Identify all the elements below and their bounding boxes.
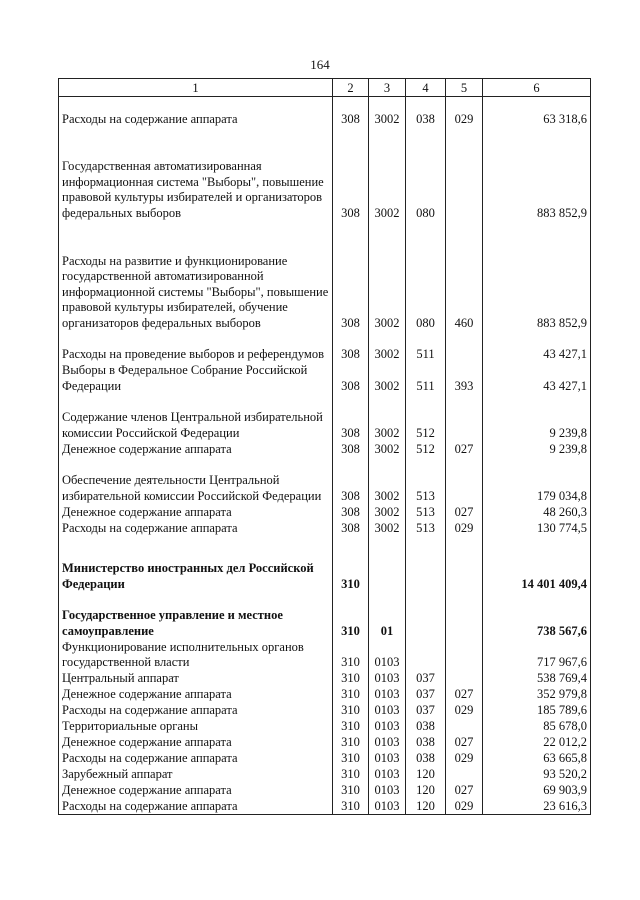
budget-table [58, 78, 591, 815]
cell-expense-type [446, 395, 483, 442]
cell-section: 310 [333, 640, 369, 671]
cell-expense-type: 027 [446, 442, 483, 458]
cell-expense-type [446, 537, 483, 593]
cell-expense-type: 027 [446, 687, 483, 703]
column-header: 5 [446, 79, 483, 97]
cell-target: 512 [406, 395, 446, 442]
cell-expense-type: 027 [446, 735, 483, 751]
cell-expense-type: 393 [446, 363, 483, 395]
row-name: Расходы на проведение выборов и референдумов [59, 332, 333, 363]
table-row [59, 458, 591, 505]
table-row [59, 128, 591, 222]
cell-target [406, 537, 446, 593]
row-name: Денежное содержание аппарата [59, 783, 333, 799]
cell-section: 308 [333, 442, 369, 458]
cell-expense-type: 029 [446, 703, 483, 719]
cell-amount: 130 774,5 [483, 521, 591, 537]
cell-section: 308 [333, 395, 369, 442]
table-row [59, 97, 591, 128]
table-row [59, 332, 591, 363]
cell-subsection: 0103 [369, 671, 406, 687]
cell-amount: 179 034,8 [483, 458, 591, 505]
cell-target: 037 [406, 687, 446, 703]
table-row [59, 363, 591, 395]
row-name: Расходы на содержание аппарата [59, 703, 333, 719]
cell-subsection [369, 537, 406, 593]
cell-section: 310 [333, 751, 369, 767]
table-row [59, 783, 591, 799]
cell-section: 308 [333, 332, 369, 363]
row-name: Расходы на развитие и функционирование государственной автоматизированной информационной системы "Выборы", повышение правовой культуры избирателей, обучение организаторов федеральных выборов [59, 222, 333, 332]
cell-subsection: 0103 [369, 703, 406, 719]
table-row [59, 703, 591, 719]
cell-amount: 717 967,6 [483, 640, 591, 671]
cell-amount: 85 678,0 [483, 719, 591, 735]
cell-target: 038 [406, 719, 446, 735]
cell-expense-type: 029 [446, 751, 483, 767]
cell-subsection: 3002 [369, 97, 406, 128]
cell-section: 310 [333, 703, 369, 719]
row-name: Территориальные органы [59, 719, 333, 735]
cell-section: 308 [333, 363, 369, 395]
cell-target: 511 [406, 363, 446, 395]
row-name: Министерство иностранных дел Российской Федерации [59, 537, 333, 593]
row-name: Выборы в Федеральное Собрание Российской Федерации [59, 363, 333, 395]
cell-amount: 883 852,9 [483, 128, 591, 222]
cell-section: 310 [333, 719, 369, 735]
column-header: 3 [369, 79, 406, 97]
cell-expense-type [446, 332, 483, 363]
table-row [59, 719, 591, 735]
cell-subsection: 0103 [369, 719, 406, 735]
cell-expense-type [446, 640, 483, 671]
cell-section: 310 [333, 687, 369, 703]
cell-amount: 185 789,6 [483, 703, 591, 719]
cell-target: 513 [406, 458, 446, 505]
cell-subsection: 3002 [369, 521, 406, 537]
page-number: 164 [310, 57, 330, 72]
table-row [59, 799, 591, 815]
table-row [59, 442, 591, 458]
column-header: 2 [333, 79, 369, 97]
cell-section: 310 [333, 735, 369, 751]
cell-amount: 538 769,4 [483, 671, 591, 687]
cell-target: 120 [406, 799, 446, 815]
cell-subsection: 0103 [369, 767, 406, 783]
cell-target: 038 [406, 751, 446, 767]
cell-subsection: 0103 [369, 751, 406, 767]
cell-target: 120 [406, 767, 446, 783]
row-name: Государственное управление и местное самоуправление [59, 593, 333, 640]
cell-amount: 93 520,2 [483, 767, 591, 783]
table-row [59, 395, 591, 442]
cell-target: 513 [406, 521, 446, 537]
cell-section: 310 [333, 767, 369, 783]
cell-amount: 23 616,3 [483, 799, 591, 815]
cell-target [406, 593, 446, 640]
row-name: Зарубежный аппарат [59, 767, 333, 783]
cell-target: 038 [406, 97, 446, 128]
table-row [59, 640, 591, 671]
table-body [59, 97, 591, 815]
cell-subsection: 0103 [369, 640, 406, 671]
row-name: Денежное содержание аппарата [59, 735, 333, 751]
cell-amount: 9 239,8 [483, 442, 591, 458]
cell-expense-type [446, 593, 483, 640]
cell-amount: 9 239,8 [483, 395, 591, 442]
cell-subsection: 3002 [369, 505, 406, 521]
cell-subsection: 0103 [369, 735, 406, 751]
cell-subsection: 01 [369, 593, 406, 640]
row-name: Расходы на содержание аппарата [59, 799, 333, 815]
cell-target: 120 [406, 783, 446, 799]
cell-amount: 22 012,2 [483, 735, 591, 751]
header-row [59, 79, 591, 97]
cell-target: 038 [406, 735, 446, 751]
cell-amount: 738 567,6 [483, 593, 591, 640]
cell-amount: 63 665,8 [483, 751, 591, 767]
cell-subsection: 3002 [369, 222, 406, 332]
cell-section: 308 [333, 222, 369, 332]
cell-subsection: 3002 [369, 458, 406, 505]
cell-section: 308 [333, 97, 369, 128]
cell-target: 513 [406, 505, 446, 521]
table-row [59, 751, 591, 767]
column-header: 6 [483, 79, 591, 97]
column-header: 4 [406, 79, 446, 97]
table-row [59, 687, 591, 703]
row-name: Расходы на содержание аппарата [59, 97, 333, 128]
cell-subsection: 3002 [369, 442, 406, 458]
cell-expense-type [446, 671, 483, 687]
row-name: Денежное содержание аппарата [59, 505, 333, 521]
cell-amount: 352 979,8 [483, 687, 591, 703]
row-name: Обеспечение деятельности Центральной избирательной комиссии Российской Федерации [59, 458, 333, 505]
cell-expense-type [446, 719, 483, 735]
table-row [59, 735, 591, 751]
cell-expense-type: 460 [446, 222, 483, 332]
cell-amount: 43 427,1 [483, 332, 591, 363]
cell-expense-type [446, 458, 483, 505]
cell-target: 512 [406, 442, 446, 458]
cell-amount: 63 318,6 [483, 97, 591, 128]
table-row [59, 222, 591, 332]
row-name: Расходы на содержание аппарата [59, 521, 333, 537]
cell-expense-type: 029 [446, 97, 483, 128]
cell-target: 037 [406, 703, 446, 719]
cell-amount: 883 852,9 [483, 222, 591, 332]
row-name: Государственная автоматизированная информационная система "Выборы", повышение правовой культуры избирателей и организаторов федеральных выборов [59, 128, 333, 222]
table-row [59, 593, 591, 640]
cell-section: 310 [333, 537, 369, 593]
cell-amount: 14 401 409,4 [483, 537, 591, 593]
cell-section: 308 [333, 521, 369, 537]
row-name: Содержание членов Центральной избирательной комиссии Российской Федерации [59, 395, 333, 442]
cell-target: 511 [406, 332, 446, 363]
cell-section: 310 [333, 671, 369, 687]
table-row [59, 767, 591, 783]
row-name: Денежное содержание аппарата [59, 442, 333, 458]
cell-section: 308 [333, 458, 369, 505]
cell-amount: 69 903,9 [483, 783, 591, 799]
cell-expense-type: 029 [446, 799, 483, 815]
cell-target: 080 [406, 222, 446, 332]
cell-section: 310 [333, 593, 369, 640]
cell-subsection: 0103 [369, 783, 406, 799]
table-row [59, 505, 591, 521]
cell-amount: 43 427,1 [483, 363, 591, 395]
cell-subsection: 0103 [369, 687, 406, 703]
cell-section: 310 [333, 783, 369, 799]
cell-expense-type [446, 128, 483, 222]
cell-section: 308 [333, 505, 369, 521]
cell-subsection: 3002 [369, 395, 406, 442]
cell-section: 310 [333, 799, 369, 815]
table-row [59, 521, 591, 537]
row-name: Расходы на содержание аппарата [59, 751, 333, 767]
table-row [59, 537, 591, 593]
cell-expense-type: 027 [446, 505, 483, 521]
table-row [59, 671, 591, 687]
cell-section: 308 [333, 128, 369, 222]
row-name: Денежное содержание аппарата [59, 687, 333, 703]
cell-subsection: 0103 [369, 799, 406, 815]
cell-subsection: 3002 [369, 332, 406, 363]
row-name: Функционирование исполнительных органов государственной власти [59, 640, 333, 671]
cell-target: 080 [406, 128, 446, 222]
cell-expense-type [446, 767, 483, 783]
cell-subsection: 3002 [369, 128, 406, 222]
cell-expense-type: 029 [446, 521, 483, 537]
row-name: Центральный аппарат [59, 671, 333, 687]
cell-amount: 48 260,3 [483, 505, 591, 521]
cell-expense-type: 027 [446, 783, 483, 799]
cell-target: 037 [406, 671, 446, 687]
cell-target [406, 640, 446, 671]
column-header: 1 [59, 79, 333, 97]
cell-subsection: 3002 [369, 363, 406, 395]
